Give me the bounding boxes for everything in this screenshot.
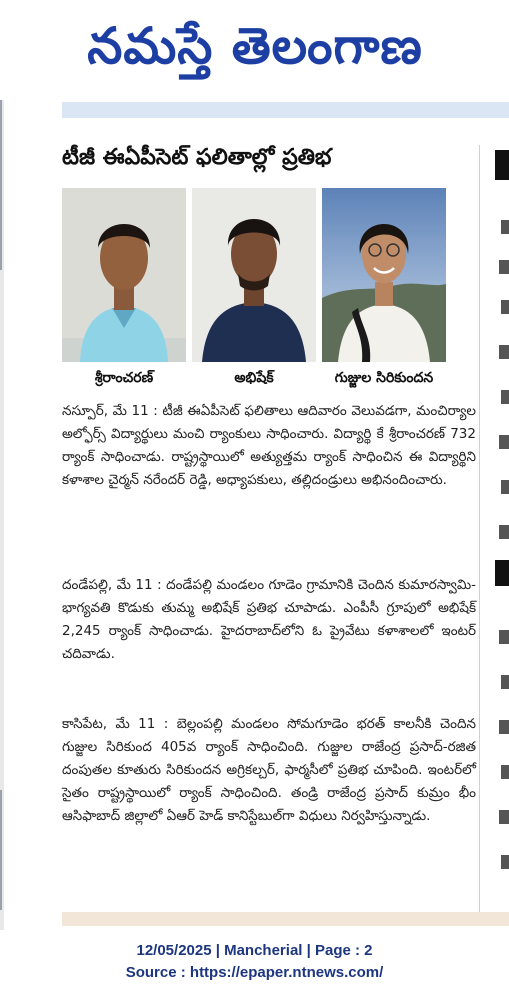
- left-column-edge-lower: [0, 790, 2, 910]
- left-column-edge: [0, 100, 2, 270]
- adjacent-text-fragment: [499, 345, 509, 359]
- photo-caption-abhishek: అభిషేక్: [234, 370, 274, 386]
- footer-edition-info: 12/05/2025 | Mancherial | Page : 2: [136, 942, 373, 959]
- adjacent-text-fragment: [501, 390, 509, 404]
- article-paragraph-kasipet: కాసిపేట, మే 11 : బెల్లంపల్లి మండలం సోమగూడెం భరత్ కాలనీకి చెందిన గుజ్జుల సిరికుంద 405వ ర్యాంక్ సాధించింది. గుజ్జుల రాజేంద్ర ప్రసాద్-రజిత దంపుతల కూతురు సిరికుందన అగ్రికల్చర్, ఫార్మసీలో ప్రతిభ చూపింది. ఇంటర్‌లో సైతం రాష్ట్రస్థాయిలో ర్యాంక్ సాధించింది. తండ్రి రాజేంద్ర ప్రసాద్ కుమ్రం భీం ఆసిఫాబాద్ జిల్లాలో ఏఆర్ హెడ్ కానిస్టేబుల్‌గా విధులు నిర్వహిస్తున్నాడు.: [62, 716, 476, 824]
- adjacent-text-fragment: [501, 300, 509, 314]
- adjacent-text-fragment: [499, 720, 509, 734]
- photo-caption-sirikundana: గుజ్జుల సిరికుందన: [334, 370, 434, 386]
- student-photo-abhishek: [192, 188, 316, 362]
- student-photo-sirikundana: [322, 188, 446, 362]
- adjacent-text-fragment: [499, 630, 509, 644]
- header-rule: [62, 102, 509, 118]
- bottom-rule: [62, 912, 509, 926]
- adjacent-column-fragment: [482, 150, 509, 910]
- adjacent-text-fragment: [501, 675, 509, 689]
- adjacent-text-fragment: [501, 220, 509, 234]
- adjacent-text-fragment: [501, 480, 509, 494]
- column-divider: [479, 145, 480, 915]
- article-headline: టీజీ ఈఏపీసెట్ ఫలితాల్లో ప్రతిభ: [62, 145, 332, 170]
- masthead: [0, 0, 509, 100]
- adjacent-text-fragment: [499, 810, 509, 824]
- article-paragraph-dandepalli: దండేపల్లి, మే 11 : దండేపల్లి మండలం గూడెం గ్రామానికి చెందిన కుమారస్వామి-భాగ్యవతి కొడుకు తుమ్మ అభిషేక్ ప్రతిభ చూపాడు. ఎంపీసీ గ్రూపులో అభిషేక్ 2,245 ర్యాంక్ సాధించాడు. హైదరాబాద్‌లోని ఓ ప్రైవేటు కళాశాలలో ఇంటర్ చదివాడు.: [62, 577, 476, 662]
- adjacent-text-fragment: [499, 435, 509, 449]
- adjacent-heading-fragment: [495, 150, 509, 180]
- footer: [0, 940, 509, 984]
- masthead-title: నమస్తే తెలంగాణ: [87, 17, 423, 75]
- photo-caption-sriramcharan: శ్రీరాంచరణ్: [94, 370, 154, 386]
- footer-source-link[interactable]: Source : https://epaper.ntnews.com/: [125, 964, 384, 981]
- adjacent-text-fragment: [501, 765, 509, 779]
- adjacent-heading-fragment: [495, 560, 509, 586]
- student-photo-sriramcharan: [62, 188, 186, 362]
- adjacent-text-fragment: [499, 260, 509, 274]
- adjacent-text-fragment: [501, 855, 509, 869]
- article-paragraph-naspur: నస్పూర్, మే 11 : టీజీ ఈఏపీసెట్ ఫలితాలు ఆదివారం వెలువడగా, మంచిర్యాల అల్ఫోర్స్ విద్యార్థులు మంచి ర్యాంకులు సాధించారు. విద్యార్థి కే శ్రీరాంచరణ్ 732 ర్యాంక్ సాధించాడు. రాష్ట్రస్థాయిలో అత్యుత్తమ ర్యాంక్ సాధించిన ఈ విద్యార్థిని కళాశాల చైర్మన్ నరేందర్ రెడ్డి, అధ్యాపకులు, తల్లిదండ్రులు అభినందించారు.: [62, 403, 476, 488]
- adjacent-text-fragment: [499, 525, 509, 539]
